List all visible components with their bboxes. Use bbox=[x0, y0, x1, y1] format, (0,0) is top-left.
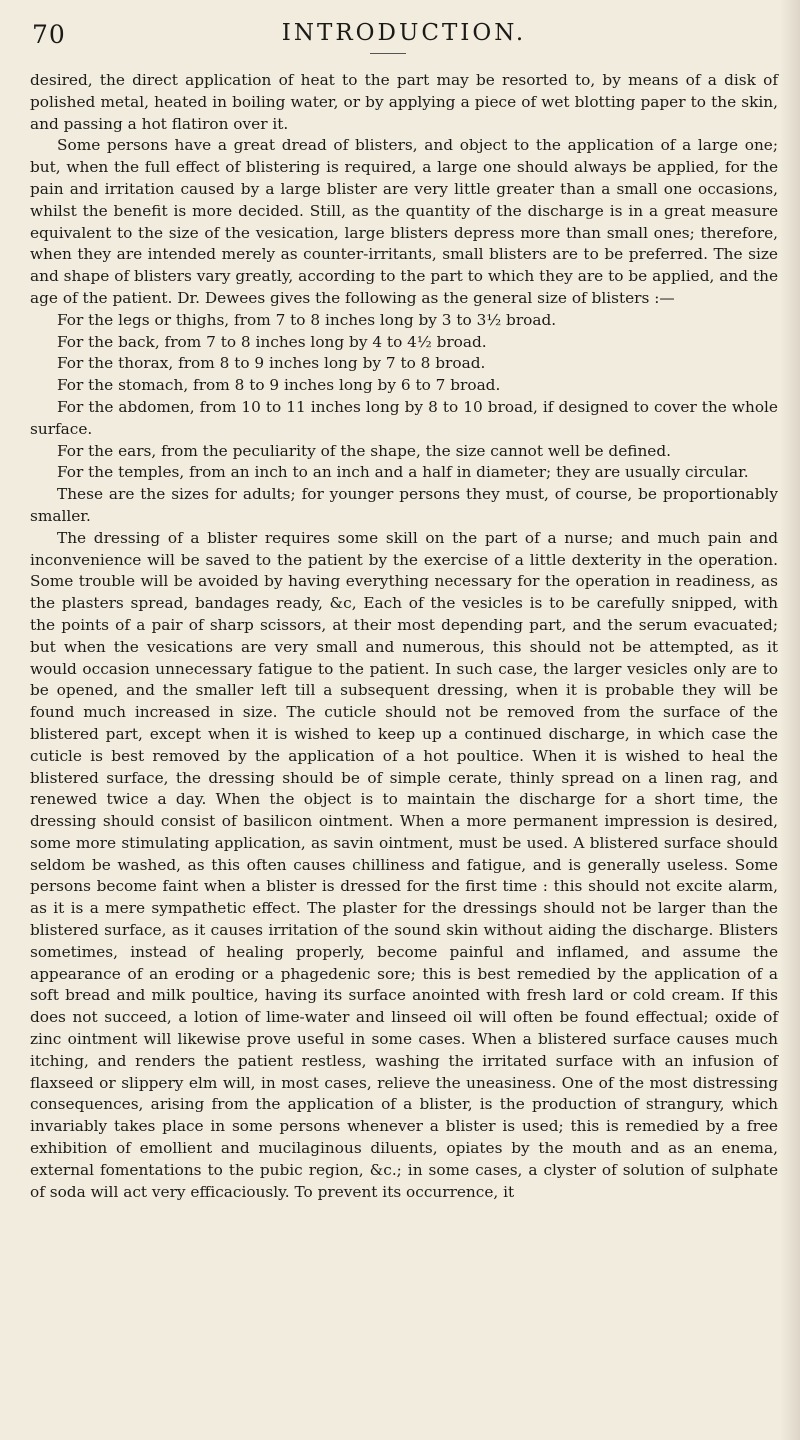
paragraph: The dressing of a blister requires some skill on the part of a nurse; and much pain and inconvenience will be saved to the patient by the exercise of a little dexterity in the operation. Some trouble will be avoided by having everything necessary for the operation in readiness, as the plasters spread, bandages ready, &c, Each of the vesicles is to be carefully snipped, with the points of a pair of sharp scissors, at their most depending part, and the serum evacuated; but when the vesications are very small and numerous, this should not be attempted, as it would occasion unnecessary fatigue to the patient. In such case, the larger vesicles only are to be opened, and the smaller left till a subsequent dressing, when it is probable they will be found much increased in size. The cuticle should not be removed from the surface of the blistered part, except when it is wished to keep up a continued discharge, in which case the cuticle is best removed by the application of a hot poultice. When it is wished to heal the blistered surface, the dressing should be of simple cerate, thinly spread on a linen rag, and renewed twice a day. When the object is to maintain the discharge for a short time, the dressing should consist of basilicon ointment. When a more permanent impression is desired, some more stimulating application, as savin ointment, must be used. A blistered surface should seldom be washed, as this often causes chilliness and fatigue, and is generally useless. Some persons become faint when a blister is dressed for the first time : this should not excite alarm, as it is a mere sympathetic effect. The plaster for the dressings should not be larger than the blistered surface, as it causes irritation of the sound skin without aiding the discharge. Blisters sometimes, instead of healing properly, become painful and inflamed, and assume the appearance of an eroding or a phagedenic sore; this is best remedied by the application of a soft bread and milk poultice, having its surface anointed with fresh lard or cold cream. If this does not succeed, a lotion of lime-water and linseed oil will often be found effectual; oxide of zinc ointment will likewise prove useful in some cases. When a blistered surface causes much itching, and renders the patient restless, washing the irritated surface with an infusion of flaxseed or slippery elm will, in most cases, relieve the uneasiness. One of the most distressing consequences, arising from the application of a blister, is the production of strangury, which invariably takes place in some persons whenever a blister is used; this is remedied by a free exhibition of emollient and mucilaginous diluents, opiates by the mouth and as an enema, external fomentations to the pubic region, &c.; in some cases, a clyster of solution of sulphate of soda will act very efficaciously. To prevent its occurrence, it bbox=[30, 528, 778, 1201]
blister-size-thorax: For the thorax, from 8 to 9 inches long by 7 to 8 broad. bbox=[57, 354, 486, 373]
running-head: INTRODUCTION. bbox=[281, 20, 527, 46]
blister-size-back: For the back, from 7 to 8 inches long by 4 to 4½ broad. bbox=[57, 332, 487, 351]
paragraph: These are the sizes for adults; for younger persons they must, of course, be proportionably smaller. bbox=[30, 485, 778, 525]
blister-size-stomach: For the stomach, from 8 to 9 inches long by 6 to 7 broad. bbox=[57, 376, 501, 395]
blister-size-ears: For the ears, from the peculiarity of the shape, the size cannot well be defined. bbox=[57, 441, 672, 460]
page-edge-shadow bbox=[780, 0, 800, 1440]
blister-size-temples: For the temples, from an inch to an inch and a half in diameter; they are usually circular. bbox=[57, 463, 749, 482]
paragraph: desired, the direct application of heat to the part may be resorted to, by means of a disk of polished metal, heated in boiling water, or by applying a piece of wet blotting paper to the skin, and passing a hot flatiron over it. bbox=[30, 71, 778, 133]
page-number: 70 bbox=[32, 20, 66, 49]
paragraph: Some persons have a great dread of blisters, and object to the application of a large one; but, when the full effect of blistering is required, a large one should always be applied, for the pain and irritation caused by a large blister are very little greater than a small one occasions, whilst the benefit is more decided. Still, as the quantity of the discharge is in a great measure equivalent to the size of the vesication, large blisters depress more than small ones; therefore, when they are intended merely as counter-irritants, small blisters are to be preferred. The size and shape of blisters vary greatly, according to the part to which they are to be applied, and the age of the patient. Dr. Dewees gives the following as the general size of blisters :— bbox=[30, 136, 778, 307]
body-text bbox=[30, 70, 778, 1203]
header-ornament-rule bbox=[370, 53, 406, 54]
page-header bbox=[30, 20, 778, 56]
blister-size-abdomen: For the abdomen, from 10 to 11 inches long by 8 to 10 broad, if designed to cover the whole surface. bbox=[30, 397, 778, 438]
blister-size-legs: For the legs or thighs, from 7 to 8 inches long by 3 to 3½ broad. bbox=[57, 310, 557, 329]
